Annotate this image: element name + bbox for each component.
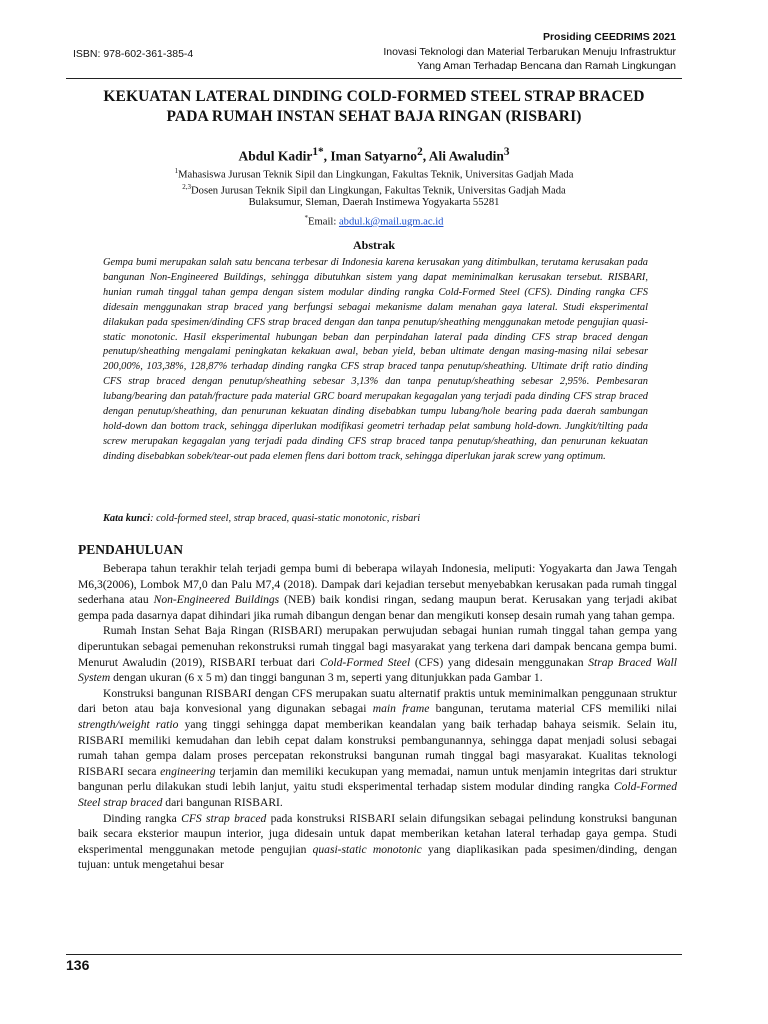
proceedings-title: Prosiding CEEDRIMS 2021 xyxy=(542,31,676,43)
email-mark: * xyxy=(304,214,309,222)
affiliation-1-text: Mahasiswa Jurusan Teknik Sipil dan Lingkungan, Fakultas Teknik, Universitas Gadjah Mada xyxy=(178,169,574,181)
proceedings-theme-line-2: Yang Aman Terhadap Bencana dan Ramah Lingkungan xyxy=(417,60,676,72)
page-number: 136 xyxy=(66,957,90,973)
affiliation-2-mark: 2,3 xyxy=(182,183,191,191)
keywords-text: : cold-formed steel, strap braced, quasi-static monotonic, risbari xyxy=(150,513,421,524)
paragraph-2: Rumah Instan Sehat Baja Ringan (RISBARI) merupakan perwujudan sebagai hunian rumah tinggal tahan gempa yang diperuntukan sebagai pemenuhan rekonstruksi rumah tinggal bagi masyarakat yang terkena dari dampak bencana gempa bumi. Menurut Awaludin (2019), RISBARI terbuat dari Cold-Formed Steel (CFS) yang didesain menggunakan Strap Braced Wall System dengan ukuran (6 x 5 m) dan tinggi bangunan 3 m, seperti yang ditunjukkan pada Gambar 1. xyxy=(78,624,677,685)
author-list: Abdul Kadir$^{1*}$, Iman Satyarno$^2$, Ali Awaludin$^3$ xyxy=(238,146,510,164)
author-2-mark: 2 xyxy=(417,146,423,158)
paragraph-4: Dinding rangka CFS strap braced pada konstruksi RISBARI selain difungsikan sebagai pelindung konstruksi bangunan baik secara eksterior maupun interior, juga didesain untuk dapat memberikan ketahan lateral terhadap gaya gempa. Studi eksperimental menggunakan metode pengujian quasi-static monotonic yang diaplikasikan pada spesimen/dinding, dengan tujuan: untuk mengetahui besar xyxy=(78,811,678,872)
footer-rule xyxy=(66,954,682,955)
abstract-text: Gempa bumi merupakan salah satu bencana terbesar di Indonesia karena kerusakan yang ditimbulkan, terutama kerusakan pada bangunan Non-Engineered Buildings, sehingga dibutuhkan sistem yang dapat meminimalkan kerusakan tersebut. RISBARI, hunian rumah tinggal tahan gempa dengan sistem modular dinding rangka Cold-Formed Steel (CFS). Dinding rangka CFS didesain menggunakan strap braced yang berfungsi sebagai mekanisme dalam menahan gaya lateral. Studi eksperimental dilakukan pada spesimen/dinding CFS strap braced dengan dan tanpa penutup/sheathing menggunakan metode pengujian quasi-static monotonic. Hasil eksperimental hubungan beban dan perpindahan lateral pada dinding CFS strap braced dengan penutup/sheathing mengalami peningkatan kekakuan awal, beban yield, beban ultimate dengan masing-masing nilai sebesar 200,00%, 103,38%, 128,87% terhadap dinding rangka CFS strap braced tanpa penutup/sheathing. Ultimate drift ratio dinding CFS strap braced dengan penutup/sheathing sebesar 3,13% dan tanpa penutup/sheathing sebesar 2,95%. Pembesaran lubang/bearing dan patah/fracture pada material GRC board merupakan kegagalan yang terjadi pada dinding CFS strap braced dengan penutup/sheathing, dan penurunan kekuatan dinding disebabkan tumpu lubang/hole bearing pada daerah sambungan hold-down dan bottom track, sehingga diperlukan modifikasi geometri terhadap pelat sambung hold-down. Jungkit/tilting pada screw merupakan kegagalan yang terjadi pada dinding CFS strap braced tanpa penutup/sheathing, dan penurunan kekuatan dinding disebabkan sobek/tear-out pada elemen flens dari bottom track, sehingga diperlukan jarak screw yang optimum. xyxy=(103,257,648,462)
affiliation-2-text: Dosen Jurusan Teknik Sipil dan Lingkungan, Fakultas Teknik, Universitas Gadjah Mada xyxy=(191,185,566,197)
corresponding-email xyxy=(66,210,682,231)
author-3-mark: 3 xyxy=(503,146,510,158)
proceedings-theme-line-1: Inovasi Teknologi dan Material Terbarukan Menuju Infrastruktur xyxy=(383,46,676,58)
author-2: Iman Satyarno xyxy=(330,148,418,164)
section-body xyxy=(78,561,677,873)
title-line-1: KEKUATAN LATERAL DINDING COLD-FORMED STEEL STRAP BRACED xyxy=(103,88,645,105)
header-rule xyxy=(66,78,682,79)
abstract-heading: Abstrak xyxy=(352,238,395,252)
section-heading: PENDAHULUAN xyxy=(78,542,184,557)
email-label: Email: xyxy=(308,216,339,228)
paragraph-1: Beberapa tahun terakhir telah terjadi gempa bumi di beberapa wilayah Indonesia, meliputi: Yogyakarta dan Jawa Tengah M6,3(2006), Lombok M7,0 dan Palu M7,4 (2018). Dampak dari kejadian tersebut menyebabkan kerusakan pada rumah tinggal sederhana atau Non-Engineered Buildings (NEB) baik kondisi ringan, sedang maupun berat. Kerusakan yang terjadi akibat gempa pada dasarnya dapat dihindari jika rumah dibangun dengan benar dan mengikuti konsep desain rumah yang tahan gempa. xyxy=(78,562,677,622)
title-line-2: PADA RUMAH INSTAN SEHAT BAJA RINGAN (RISBARI) xyxy=(166,108,582,125)
author-3: Ali Awaludin xyxy=(428,148,504,164)
paper-title xyxy=(66,87,682,127)
affiliation-1-mark: 1 xyxy=(174,167,179,175)
author-1-mark: 1* xyxy=(312,146,324,158)
affiliation-address: Bulaksumur, Sleman, Daerah Instimewa Yogyakarta 55281 xyxy=(248,197,500,208)
author-1: Abdul Kadir xyxy=(238,148,313,164)
keywords xyxy=(103,513,648,524)
email-link[interactable]: abdul.k@mail.ugm.ac.id xyxy=(338,216,444,228)
running-header xyxy=(73,26,676,72)
isbn: ISBN: 978-602-361-385-4 xyxy=(73,48,194,60)
paragraph-3: Konstruksi bangunan RISBARI dengan CFS merupakan suatu alternatif praktis untuk meminimalkan penggunaan struktur dari beton atau baja konvesional yang digunakan sebagai main frame bangunan, terutama material CFS memiliki nilai strength/weight ratio yang tinggi sehingga dapat memberikan keandalan yang baik terhadap bahaya seismik. Selain itu, RISBARI memiliki kemudahan dan lebih cepat dalam konstruksi pembangunannya, sehingga dapat menjadi solusi sebagai rumah tahan gempa dalam proses percepatan rekonstruksi bangunan rumah tinggal bagi masyarakat. Kualitas teknologi RISBARI secara engineering terjamin dan memiliki kecukupan yang memadai, namun untuk menjamin integritas dari struktur bangunan perlu dilakukan studi lebih lanjut, yaitu studi eksperimental terhadap sistem modular dinding rangka Cold-Formed Steel strap braced dari bangunan RISBARI. xyxy=(78,686,677,809)
keywords-label: Kata kunci xyxy=(103,513,151,524)
